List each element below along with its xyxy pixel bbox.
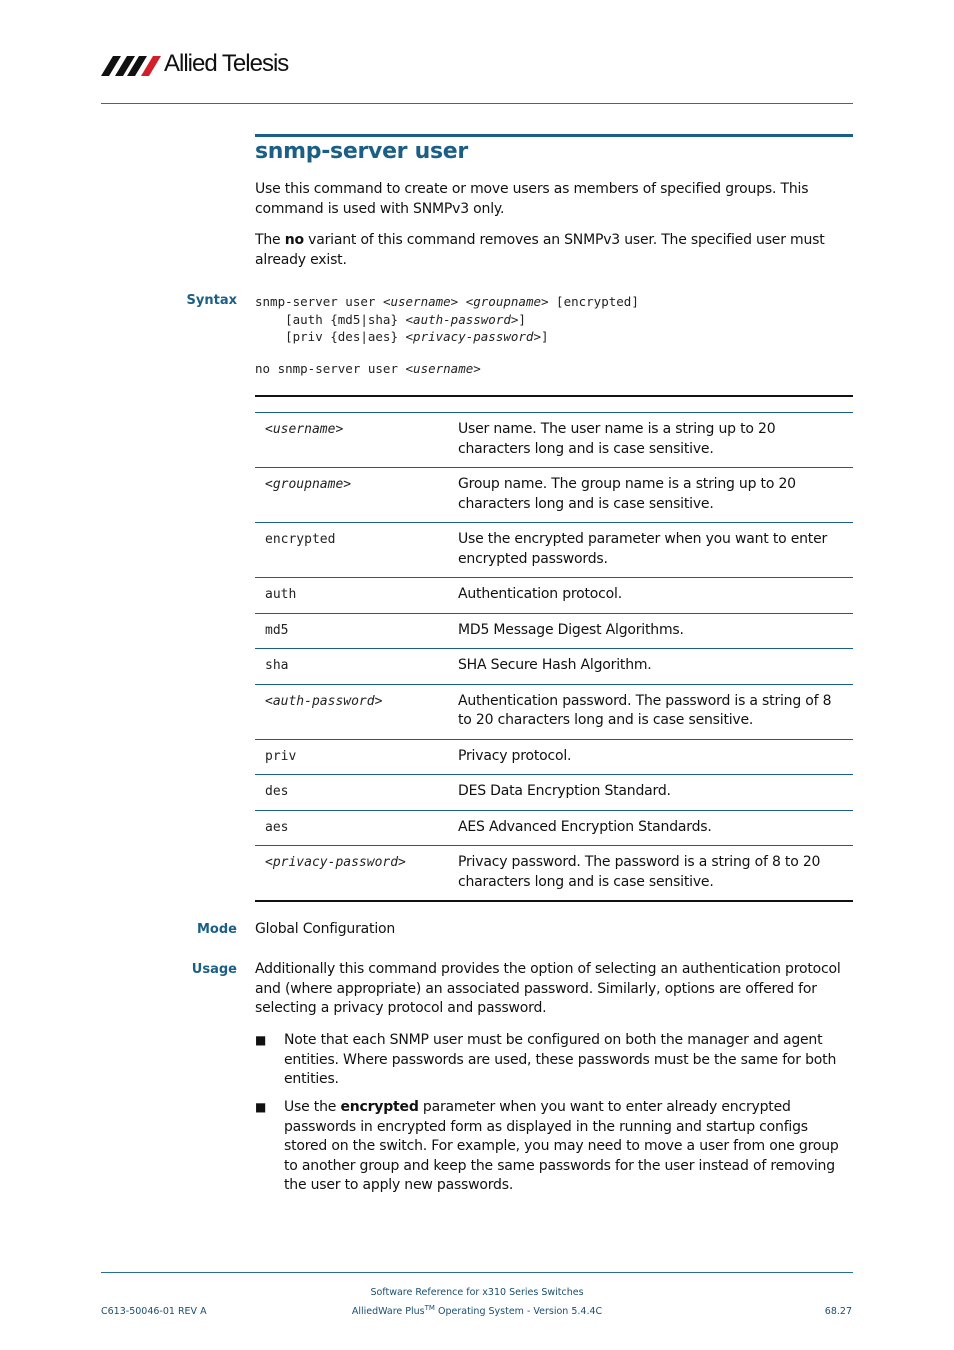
page-title: snmp-server user (255, 139, 468, 164)
parameter-name: sha (255, 649, 447, 685)
syntax-encrypted-option: [encrypted] (548, 294, 639, 309)
syntax-auth-option: [auth {md5|sha} (255, 311, 406, 327)
bullet-text: Note that each SNMP user must be configured on both the manager and agent entities. Where passwords are used, these passwords must be the same for both entities. (284, 1032, 837, 1087)
usage-bullet-1 (255, 1031, 853, 1090)
table-row (255, 810, 853, 846)
parameter-description: User name. The user name is a string up to 20 characters long and is case sensitive. (447, 413, 853, 468)
syntax-no-cmd: no snmp-server user (255, 360, 406, 376)
parameter-name: encrypted (255, 523, 447, 578)
syntax-no-arg-username: <username> (405, 360, 481, 376)
table-row (255, 846, 853, 902)
table-header-cell (255, 396, 853, 413)
footer-doc-id: C613-50046-01 REV A (101, 1306, 207, 1317)
table-row (255, 413, 853, 468)
syntax-block (255, 293, 639, 377)
usage-paragraph: Additionally this command provides the option of selecting an authentication protocol and (where appropriate) an associated password. Similarly, options are offered for selecting a privacy protocol and password. (255, 961, 841, 1016)
syntax-space (458, 294, 466, 309)
syntax-arg-auth-password: <auth-password> (405, 311, 519, 327)
no-variant-paragraph (255, 231, 853, 270)
table-header-row (255, 396, 853, 413)
parameter-name: des (255, 775, 447, 811)
syntax-no-line (255, 360, 639, 378)
parameter-name: priv (255, 739, 447, 775)
syntax-arg-groupname: <groupname> (465, 294, 549, 309)
table-row (255, 775, 853, 811)
parameter-description: SHA Secure Hash Algorithm. (447, 649, 853, 685)
parameter-name: md5 (255, 613, 447, 649)
footer-divider (101, 1272, 853, 1273)
table-row (255, 739, 853, 775)
footer-title-line-2 (0, 1304, 954, 1317)
company-logo (101, 50, 301, 82)
syntax-arg-username: <username> (382, 294, 459, 309)
parameter-description: DES Data Encryption Standard. (447, 775, 853, 811)
no-variant-keyword: no (284, 232, 304, 248)
syntax-line-3 (255, 328, 639, 346)
table-row (255, 613, 853, 649)
table-row (255, 649, 853, 685)
usage-label: Usage (191, 962, 237, 977)
parameter-description: MD5 Message Digest Algorithms. (447, 613, 853, 649)
syntax-bracket: ] (540, 329, 549, 344)
footer-title-line-1: Software Reference for x310 Series Switches (370, 1287, 584, 1298)
bullet-suffix: parameter when you want to enter already encrypted passwords in encrypted form as displayed in the running and startup configs stored on the switch. For example, you may need to move a user from one group to another group and keep the same passwords for the user instead of removing the user to apply new passwords. (284, 1099, 839, 1193)
footer-page-number: 68.27 (824, 1306, 852, 1317)
bullet-prefix: Use the (284, 1099, 341, 1115)
syntax-priv-option: [priv {des|aes} (255, 329, 406, 344)
parameter-name: aes (255, 810, 447, 846)
parameter-name: <username> (255, 413, 447, 468)
parameter-name: auth (255, 578, 447, 614)
parameter-description: Privacy password. The password is a string of 8 to 20 characters long and is case sensitive. (447, 846, 853, 902)
header-divider (101, 103, 853, 104)
parameter-description: Authentication password. The password is a string of 8 to 20 characters long and is case sensitive. (447, 684, 853, 739)
syntax-line-1 (255, 293, 639, 311)
table-row (255, 578, 853, 614)
parameter-description: Authentication protocol. (447, 578, 853, 614)
bullet-marker: ■ (255, 1100, 267, 1114)
footer-product: AlliedWare Plus (351, 1306, 425, 1318)
syntax-bracket: ] (518, 311, 526, 327)
intro-paragraph: Use this command to create or move users as members of specified groups. This command is used with SNMPv3 only. (255, 181, 809, 217)
brand-name: Allied Telesis (164, 50, 289, 77)
bullet-marker: ■ (255, 1033, 267, 1047)
footer-trademark: TM (424, 1304, 435, 1312)
table-row (255, 468, 853, 523)
no-variant-prefix: The (255, 232, 285, 248)
mode-value: Global Configuration (255, 921, 396, 937)
parameter-description: AES Advanced Encryption Standards. (447, 810, 853, 846)
parameter-name: <auth-password> (255, 684, 447, 739)
title-rule (255, 134, 853, 137)
parameter-description: Privacy protocol. (447, 739, 853, 775)
table-row (255, 523, 853, 578)
syntax-cmd: snmp-server user (255, 294, 383, 309)
syntax-label: Syntax (186, 293, 237, 308)
parameter-description: Use the encrypted parameter when you want to enter encrypted passwords. (447, 523, 853, 578)
parameter-description: Group name. The group name is a string up to 20 characters long and is case sensitive. (447, 468, 853, 523)
mode-label: Mode (197, 922, 237, 937)
table-row (255, 684, 853, 739)
bullet-text (284, 1098, 853, 1196)
no-variant-suffix: variant of this command removes an SNMPv3 user. The specified user must already exist. (255, 232, 825, 268)
allied-telesis-logo-icon (101, 52, 163, 78)
syntax-arg-privacy-password: <privacy-password> (405, 329, 541, 344)
parameter-name: <privacy-password> (255, 846, 447, 902)
usage-bullet-2 (255, 1098, 853, 1196)
footer-version: Operating System - Version 5.4.4C (434, 1306, 603, 1318)
bullet-keyword: encrypted (340, 1099, 419, 1115)
parameter-table (255, 395, 853, 902)
syntax-line-2 (255, 311, 639, 329)
parameter-name: <groupname> (255, 468, 447, 523)
